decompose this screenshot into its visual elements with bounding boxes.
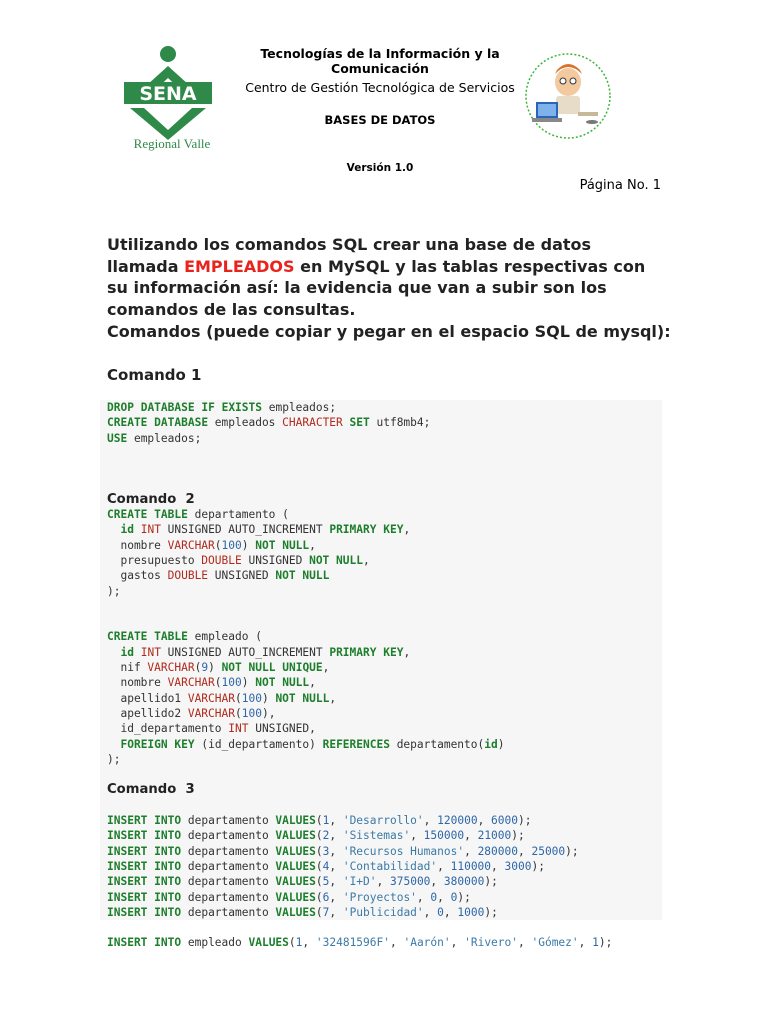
intro-highlight: EMPLEADOS <box>184 256 295 276</box>
intro-text-2: en MySQL y las tablas respectivas con su información así: la evidencia que van a subir son los comandos de las consultas. <box>107 256 646 319</box>
code-line: CREATE TABLE empleado ( <box>107 630 262 644</box>
intro-text-1: Utilizando los comandos SQL crear una base de datos llamada <box>107 235 592 276</box>
code-line: USE empleados; <box>107 431 202 445</box>
page-number: Página No. 1 <box>579 178 661 193</box>
code-line: apellido1 VARCHAR(100) NOT NULL, <box>107 691 337 705</box>
code-blank-line <box>107 476 663 491</box>
code-line: INSERT INTO departamento VALUES(3, 'Recursos Humanos', 280000, 25000); <box>107 844 579 858</box>
command-1-title: Comando 1 <box>107 366 202 384</box>
sena-logo-icon <box>118 42 218 142</box>
command-title: Comando 3 <box>107 782 195 798</box>
code-line: INSERT INTO departamento VALUES(7, 'Publicidad', 0, 1000); <box>107 905 498 919</box>
code-line: apellido2 VARCHAR(100), <box>107 706 276 720</box>
code-line: presupuesto DOUBLE UNSIGNED NOT NULL, <box>107 553 370 567</box>
code-line: INSERT INTO empleado VALUES(1, '32481596F', 'Aarón', 'Rivero', 'Gómez', 1); <box>107 936 613 950</box>
code-line: ); <box>107 752 121 766</box>
computer-user-icon <box>522 52 614 140</box>
code-line: INSERT INTO departamento VALUES(1, 'Desarrollo', 120000, 6000); <box>107 814 532 828</box>
version-label: Versión 1.0 <box>346 162 414 174</box>
code-line: id INT UNSIGNED AUTO_INCREMENT PRIMARY KEY, <box>120 645 411 659</box>
computer-user-clipart <box>522 52 614 140</box>
code-blank-line <box>107 767 663 782</box>
code-line: INSERT INTO departamento VALUES(5, 'I+D', 375000, 380000); <box>107 875 498 889</box>
code-line: id INT UNSIGNED AUTO_INCREMENT PRIMARY KEY, <box>120 523 411 537</box>
code-line: CREATE TABLE departamento ( <box>107 508 289 522</box>
code-line: INSERT INTO departamento VALUES(2, 'Sistemas', 150000, 21000); <box>107 829 525 843</box>
code-blank-line <box>107 614 663 629</box>
code-blank-line <box>107 920 663 935</box>
code-line: FOREIGN KEY (id_departamento) REFERENCES departamento(id) <box>120 737 505 751</box>
code-line: CREATE DATABASE empleados CHARACTER SET utf8mb4; <box>107 416 431 430</box>
code-line: gastos DOUBLE UNSIGNED NOT NULL <box>107 569 330 583</box>
command-title: Comando 2 <box>107 491 195 507</box>
intro-paragraph <box>107 234 663 320</box>
commands-title: Comandos (puede copiar y pegar en el espacio SQL de mysql): <box>107 322 671 341</box>
code-blank-line <box>107 461 663 476</box>
header-line-3: BASES DE DATOS <box>324 113 436 127</box>
code-blank-line <box>107 798 663 813</box>
header-line-2: Centro de Gestión Tecnológica de Servicios <box>245 80 515 95</box>
code-line: id_departamento INT UNSIGNED, <box>107 722 316 736</box>
code-line: ); <box>107 584 121 598</box>
code-line: nif VARCHAR(9) NOT NULL UNIQUE, <box>107 661 330 675</box>
document-header <box>0 0 768 200</box>
header-line-1: Tecnologías de la Información y la Comunicación <box>260 46 500 76</box>
code-line: DROP DATABASE IF EXISTS empleados; <box>107 401 337 414</box>
code-blank-line <box>107 446 663 461</box>
logo-caption: Regional Valle <box>133 136 211 151</box>
code-blank-line <box>107 599 663 614</box>
code-line: nombre VARCHAR(100) NOT NULL, <box>107 538 316 552</box>
code-line: INSERT INTO departamento VALUES(6, 'Proyectos', 0, 0); <box>107 890 471 904</box>
code-line: INSERT INTO departamento VALUES(4, 'Contabilidad', 110000, 3000); <box>107 859 545 873</box>
svg-text:SENA: SENA <box>139 83 197 105</box>
code-line: nombre VARCHAR(100) NOT NULL, <box>107 676 316 690</box>
code-block <box>107 400 663 951</box>
